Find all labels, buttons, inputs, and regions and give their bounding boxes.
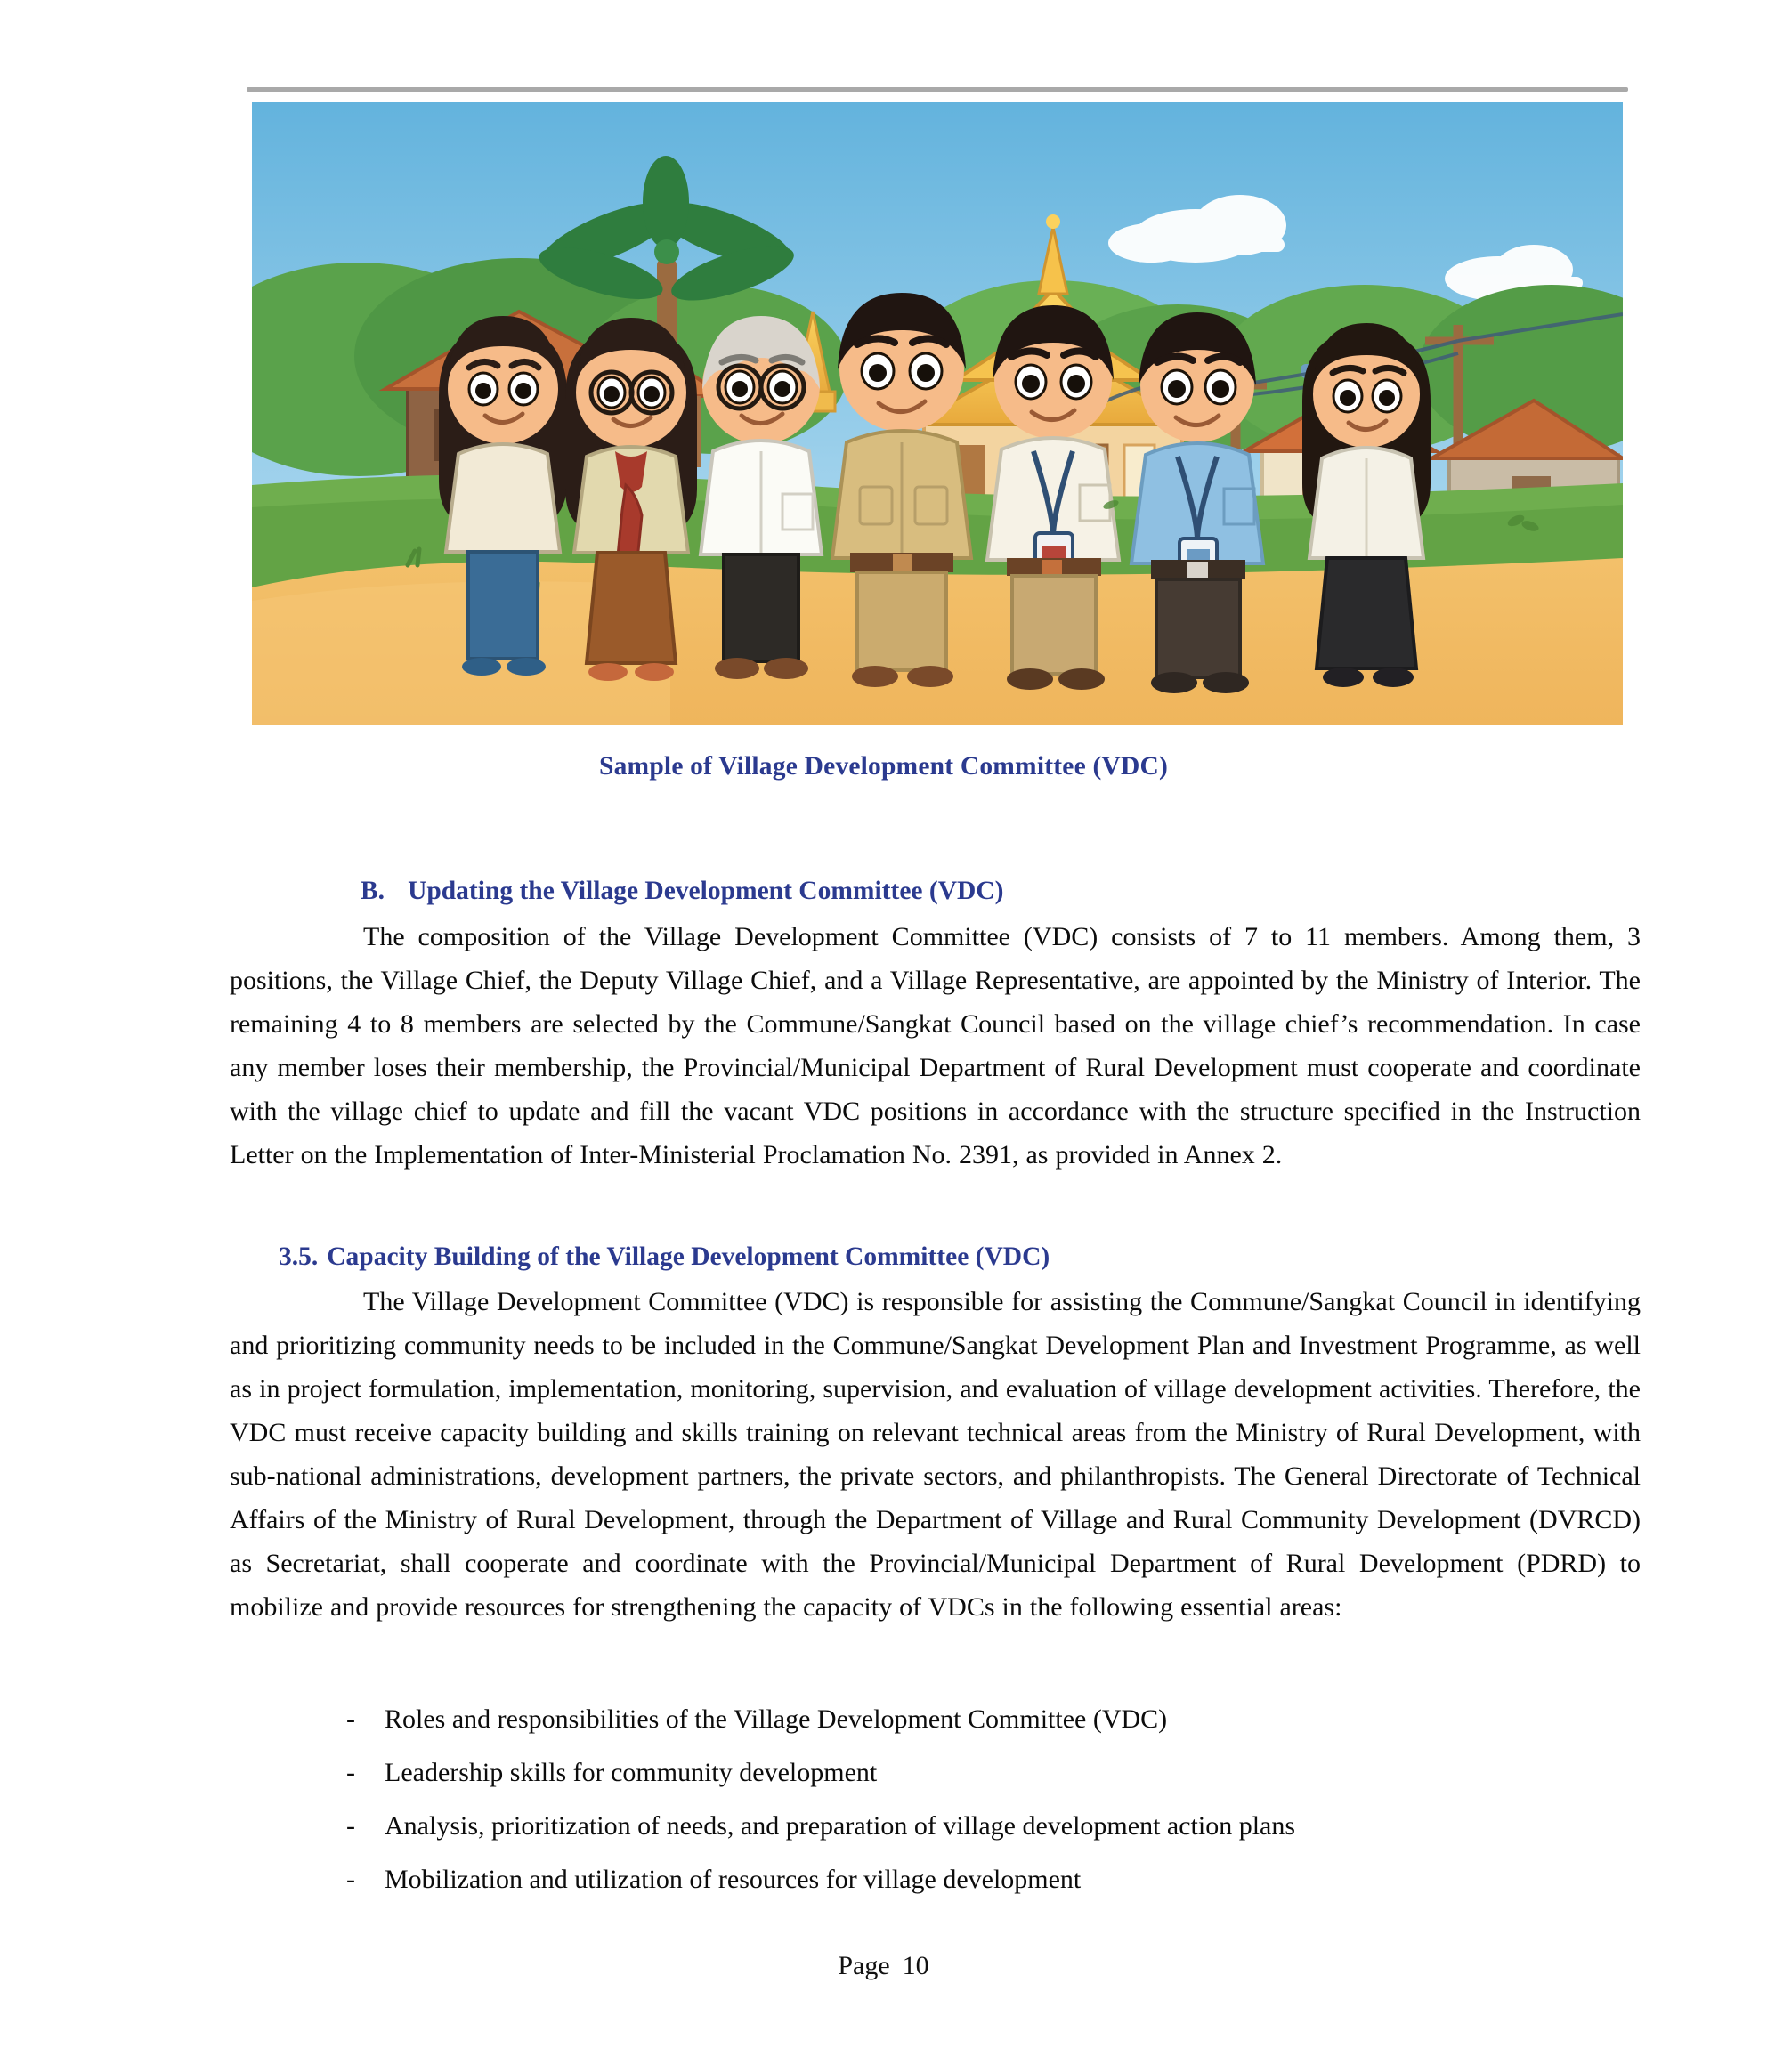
essential-areas-list — [338, 1702, 1602, 1915]
list-item-text: Leadership skills for community development — [385, 1758, 878, 1787]
figure-top-rule — [247, 87, 1628, 92]
list-item — [338, 1862, 1602, 1898]
figure-caption: Sample of Village Development Committee (VDC) — [598, 752, 1168, 781]
bullet-dash-icon: - — [346, 1811, 355, 1841]
bullet-dash-icon: - — [346, 1865, 355, 1894]
heading-b-label: B. — [361, 877, 385, 905]
page-footer — [0, 1951, 1767, 1981]
page-footer-label: Page — [838, 1951, 890, 1980]
page-number: 10 — [902, 1951, 929, 1980]
list-item-text: Roles and responsibilities of the Village Development Committee (VDC) — [385, 1704, 1168, 1734]
list-item — [338, 1702, 1602, 1737]
paragraph-section-b: The composition of the Village Development Committee (VDC) consists of 7 to 11 members. Among them, 3 positions, the Village Chief, the Deputy Village Chief, and a Village Representative, are appointed by the Ministry of Interior. The remaining 4 to 8 members are selected by the Commune/Sangkat Council based on the village chief’s recommendation. In case any member loses their membership, the Provincial/Municipal Department of Rural Development must cooperate and coordinate with the village chief to update and fill the vacant VDC positions in accordance with the structure specified in the Instruction Letter on the Implementation of Inter-Ministerial Proclamation No. 2391, as provided in Annex 2. — [230, 922, 1641, 1170]
list-item — [338, 1809, 1602, 1844]
figure-block — [247, 87, 1628, 725]
heading-section-3-5 — [279, 1242, 1050, 1272]
heading-35-label: 3.5. — [279, 1242, 319, 1271]
list-item — [338, 1755, 1602, 1791]
list-item-text: Mobilization and utilization of resources for village development — [385, 1865, 1082, 1894]
paragraph-section-3-5: The Village Development Committee (VDC) is responsible for assisting the Commune/Sangkat Council in identifying and prioritizing community needs to be included in the Commune/Sangkat Development Plan and Investment Programme, as well as in project formulation, implementation, monitoring, supervision, and evaluation of village development activities. Therefore, the VDC must receive capacity building and skills training on relevant technical areas from the Ministry of Rural Development, with sub-national administrations, development partners, the private sectors, and philanthropists. The General Directorate of Technical Affairs of the Ministry of Rural Development, through the Department of Village and Rural Community Development (DVRCD) as Secretariat, shall cooperate and coordinate with the Provincial/Municipal Department of Rural Development (PDRD) to mobilize and provide resources for strengthening the capacity of VDCs in the following essential areas: — [230, 1287, 1641, 1622]
bullet-dash-icon: - — [346, 1704, 355, 1734]
list-item-text: Analysis, prioritization of needs, and preparation of village development action plans — [385, 1811, 1296, 1841]
heading-35-title: Capacity Building of the Village Development Committee (VDC) — [327, 1242, 1050, 1271]
heading-b-title: Updating the Village Development Committee (VDC) — [408, 877, 1004, 905]
village-illustration — [252, 102, 1623, 725]
bullet-dash-icon: - — [346, 1758, 355, 1787]
heading-section-b — [361, 877, 1003, 906]
